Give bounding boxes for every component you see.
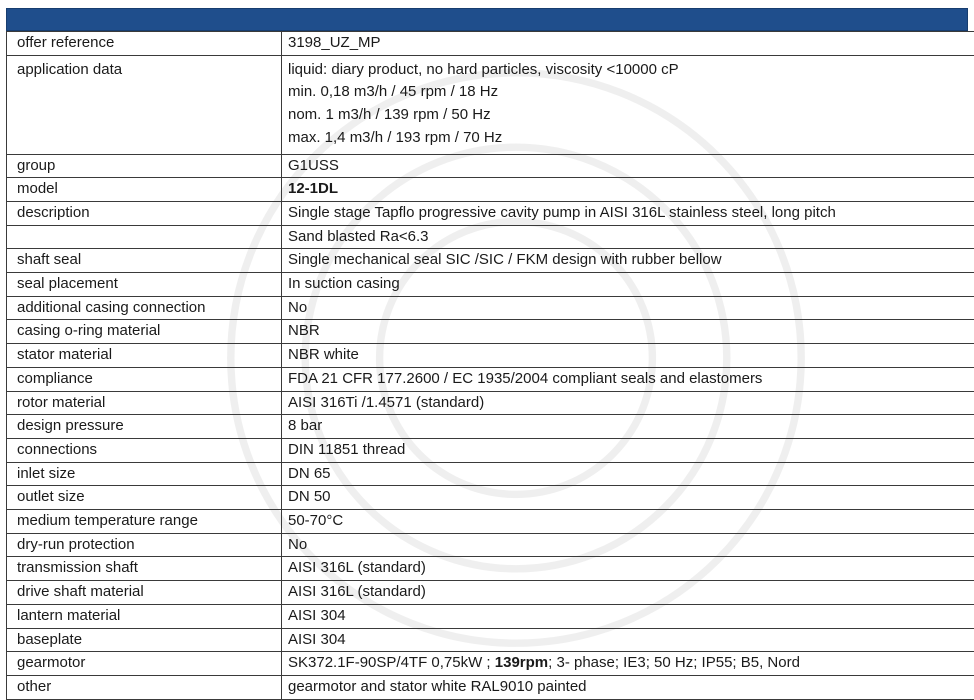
row-value <box>282 652 974 676</box>
value-line: liquid: diary product, no hard particles, viscosity <10000 cP <box>288 60 679 78</box>
table-row <box>7 201 974 225</box>
row-label: casing o-ring material <box>7 320 282 344</box>
row-label: transmission shaft <box>7 557 282 581</box>
row-label: gearmotor <box>7 652 282 676</box>
row-value: AISI 304 <box>282 628 974 652</box>
table-row <box>7 55 974 154</box>
row-value: AISI 316L (standard) <box>282 581 974 605</box>
row-value: 50-70°C <box>282 510 974 534</box>
table-row <box>7 320 974 344</box>
row-value: In suction casing <box>282 273 974 297</box>
row-label: connections <box>7 438 282 462</box>
row-value: DIN 11851 thread <box>282 438 974 462</box>
value-line: max. 1,4 m3/h / 193 rpm / 70 Hz <box>288 128 503 146</box>
table-row <box>7 344 974 368</box>
row-value: Sand blasted Ra<6.3 <box>282 225 974 249</box>
row-value: DN 65 <box>282 462 974 486</box>
value-line: min. 0,18 m3/h / 45 rpm / 18 Hz <box>288 83 499 101</box>
table-row <box>7 628 974 652</box>
row-value: 3198_UZ_MP <box>282 32 974 56</box>
row-label: inlet size <box>7 462 282 486</box>
table-row <box>7 391 974 415</box>
row-value: AISI 316Ti /1.4571 (standard) <box>282 391 974 415</box>
table-row <box>7 675 974 699</box>
table-row <box>7 462 974 486</box>
row-label: lantern material <box>7 604 282 628</box>
row-value: No <box>282 296 974 320</box>
row-label: dry-run protection <box>7 533 282 557</box>
row-label: baseplate <box>7 628 282 652</box>
row-value: 12-1DL <box>282 178 974 202</box>
row-label: model <box>7 178 282 202</box>
row-label: drive shaft material <box>7 581 282 605</box>
table-row <box>7 486 974 510</box>
row-value: Single stage Tapflo progressive cavity pump in AISI 316L stainless steel, long pitch <box>282 201 974 225</box>
row-label: medium temperature range <box>7 510 282 534</box>
row-value: No <box>282 533 974 557</box>
table-row <box>7 652 974 676</box>
table-row <box>7 581 974 605</box>
row-value: 8 bar <box>282 415 974 439</box>
row-label <box>7 225 282 249</box>
table-row <box>7 438 974 462</box>
specification-table <box>6 31 974 700</box>
row-label: seal placement <box>7 273 282 297</box>
table-row <box>7 510 974 534</box>
table-row <box>7 249 974 273</box>
row-value: AISI 304 <box>282 604 974 628</box>
row-value: Single mechanical seal SIC /SIC / FKM design with rubber bellow <box>282 249 974 273</box>
row-label: offer reference <box>7 32 282 56</box>
table-row <box>7 367 974 391</box>
value-part-bold: 139rpm <box>494 654 549 672</box>
value-line: nom. 1 m3/h / 139 rpm / 50 Hz <box>288 106 491 124</box>
row-label: rotor material <box>7 391 282 415</box>
table-row <box>7 154 974 178</box>
value-part: ; 3- phase; IE3; 50 Hz; IP55; B5, Nord <box>548 654 800 672</box>
table-row <box>7 533 974 557</box>
table-row <box>7 32 974 56</box>
row-value: DN 50 <box>282 486 974 510</box>
row-value: NBR <box>282 320 974 344</box>
spec-sheet <box>6 8 968 698</box>
value-part: SK372.1F-90SP/4TF 0,75kW ; <box>288 654 495 672</box>
row-label: outlet size <box>7 486 282 510</box>
table-row <box>7 604 974 628</box>
row-label: stator material <box>7 344 282 368</box>
table-row <box>7 557 974 581</box>
table-row <box>7 178 974 202</box>
row-value: FDA 21 CFR 177.2600 / EC 1935/2004 compliant seals and elastomers <box>282 367 974 391</box>
row-label: application data <box>7 55 282 154</box>
row-value <box>282 55 974 154</box>
table-row <box>7 296 974 320</box>
table-row <box>7 415 974 439</box>
row-value: AISI 316L (standard) <box>282 557 974 581</box>
row-label: group <box>7 154 282 178</box>
row-value: NBR white <box>282 344 974 368</box>
table-row <box>7 225 974 249</box>
row-value: gearmotor and stator white RAL9010 painted <box>282 675 974 699</box>
table-row <box>7 273 974 297</box>
table-header-bar <box>6 8 968 31</box>
row-label: compliance <box>7 367 282 391</box>
row-label: shaft seal <box>7 249 282 273</box>
row-value: G1USS <box>282 154 974 178</box>
row-label: description <box>7 201 282 225</box>
row-label: design pressure <box>7 415 282 439</box>
row-label: additional casing connection <box>7 296 282 320</box>
row-label: other <box>7 675 282 699</box>
